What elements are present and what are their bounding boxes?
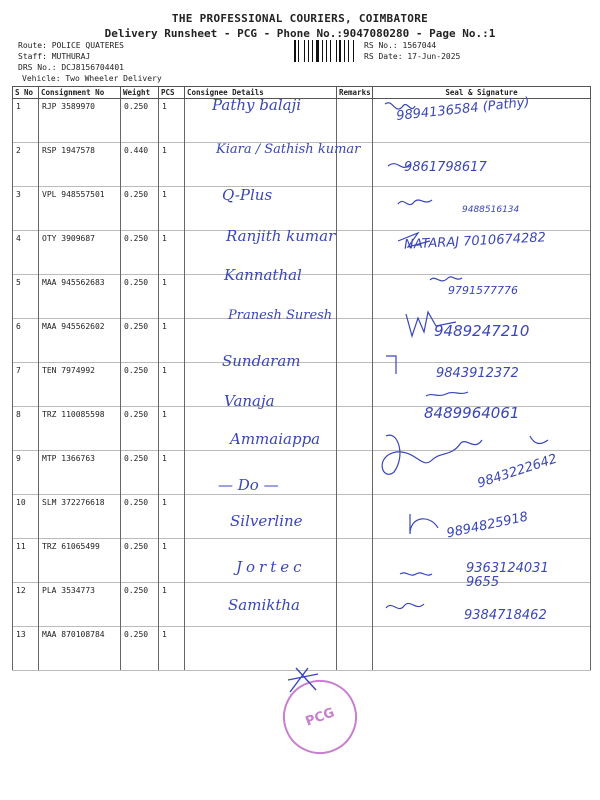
handwritten-signature: 9488516134 — [462, 205, 520, 215]
handwritten-signature: 8489964061 — [424, 404, 520, 422]
consignment-cell: MTP 1366763 — [39, 451, 121, 495]
pcs-cell: 1 — [159, 627, 185, 671]
remarks-cell — [337, 99, 373, 143]
pcs-cell: 1 — [159, 451, 185, 495]
company-title: THE PROFESSIONAL COURIERS, COIMBATORE — [171, 12, 429, 25]
barcode-bar — [350, 40, 352, 62]
handwritten-consignee: Samiktha — [228, 596, 300, 614]
pcs-cell: 1 — [159, 407, 185, 451]
weight-cell: 0.250 — [121, 319, 159, 363]
pcs-cell: 1 — [159, 539, 185, 583]
barcode-bar — [353, 40, 354, 62]
scribble-mark — [382, 435, 482, 474]
handwritten-signature: 9861798617 — [404, 160, 487, 175]
handwritten-signature: 9894136584 (Pathy) — [395, 95, 531, 124]
signature-scribbles — [380, 96, 600, 636]
consignment-cell: PLA 3534773 — [39, 583, 121, 627]
stamp-signature-mark — [286, 662, 326, 702]
sno-cell: 1 — [13, 99, 39, 143]
remarks-cell — [337, 187, 373, 231]
pcs-cell: 1 — [159, 99, 185, 143]
consignment-cell: RSP 1947578 — [39, 143, 121, 187]
col-header-consignee: Consignee Details — [185, 87, 337, 99]
col-header-consignment: Consignment No — [39, 87, 121, 99]
handwritten-consignee: Silverline — [230, 512, 303, 530]
consignment-cell: MAA 945562602 — [39, 319, 121, 363]
consignment-cell: VPL 948557501 — [39, 187, 121, 231]
handwritten-signature: 9843912372 — [436, 366, 519, 381]
weight-cell: 0.250 — [121, 407, 159, 451]
weight-cell: 0.250 — [121, 583, 159, 627]
barcode-bar — [323, 40, 325, 62]
barcode-bar — [320, 40, 321, 62]
col-header-signature: Seal & Signature — [373, 87, 591, 99]
sno-cell: 7 — [13, 363, 39, 407]
barcode-bar — [355, 40, 357, 62]
barcode-bar — [344, 40, 345, 62]
weight-cell: 0.250 — [121, 363, 159, 407]
sno-cell: 8 — [13, 407, 39, 451]
weight-cell: 0.250 — [121, 99, 159, 143]
pcs-cell: 1 — [159, 583, 185, 627]
weight-cell: 0.440 — [121, 143, 159, 187]
barcode-bar — [304, 40, 305, 62]
pcs-cell: 1 — [159, 275, 185, 319]
handwritten-consignee: Ammaiappa — [230, 430, 321, 448]
handwritten-signature: 9791577776 — [448, 284, 518, 297]
consignment-cell: TRZ 61065499 — [39, 539, 121, 583]
pcs-cell: 1 — [159, 363, 185, 407]
barcode-bar — [336, 40, 337, 62]
col-header-sno: S No — [13, 87, 39, 99]
barcode-bar — [297, 40, 298, 62]
barcode — [294, 40, 358, 62]
barcode-bar — [310, 40, 311, 62]
handwritten-signature: 9843222642 — [475, 451, 560, 492]
barcode-bar — [339, 40, 341, 62]
sno-cell: 6 — [13, 319, 39, 363]
scribble-mark — [400, 573, 432, 575]
sno-cell: 13 — [13, 627, 39, 671]
barcode-bar — [312, 40, 314, 62]
pcs-cell: 1 — [159, 319, 185, 363]
barcode-bar — [328, 40, 329, 62]
route-info: Route: POLICE QUATERES — [18, 41, 124, 50]
sno-cell: 10 — [13, 495, 39, 539]
sno-cell: 11 — [13, 539, 39, 583]
barcode-bar — [298, 40, 299, 62]
consignment-cell: OTY 3909687 — [39, 231, 121, 275]
handwritten-consignee: Pranesh Suresh — [228, 308, 333, 323]
barcode-bar — [332, 40, 334, 62]
consignment-cell: MAA 945562683 — [39, 275, 121, 319]
weight-cell: 0.250 — [121, 231, 159, 275]
sno-cell: 2 — [13, 143, 39, 187]
weight-cell: 0.250 — [121, 187, 159, 231]
weight-cell: 0.250 — [121, 495, 159, 539]
barcode-bar — [330, 40, 332, 62]
pcs-cell: 1 — [159, 495, 185, 539]
pcs-cell: 1 — [159, 143, 185, 187]
remarks-cell — [337, 539, 373, 583]
barcode-bar — [300, 40, 302, 62]
scribble-mark — [426, 392, 468, 396]
pcs-cell: 1 — [159, 231, 185, 275]
col-header-remarks: Remarks — [337, 87, 373, 99]
remarks-cell — [337, 451, 373, 495]
remarks-cell — [337, 407, 373, 451]
barcode-bar — [316, 40, 318, 62]
scribble-mark — [386, 603, 424, 608]
remarks-cell — [337, 583, 373, 627]
handwritten-signature: 9894825918 — [445, 509, 530, 542]
col-header-weight: Weight — [121, 87, 159, 99]
sno-cell: 12 — [13, 583, 39, 627]
weight-cell: 0.250 — [121, 627, 159, 671]
handwritten-signature: 9363124031 9655 — [466, 561, 549, 590]
weight-cell: 0.250 — [121, 539, 159, 583]
consignment-cell: TRZ 110085598 — [39, 407, 121, 451]
scribble-mark — [410, 514, 438, 534]
barcode-bar — [294, 40, 296, 62]
vehicle-info: Vehicle: Two Wheeler Delivery — [22, 74, 162, 83]
barcode-bar — [326, 40, 327, 62]
handwritten-signature: NATARAJ 7010674282 — [403, 230, 547, 253]
scribble-mark — [386, 356, 396, 374]
barcode-bar — [308, 40, 309, 62]
scribble-mark — [430, 277, 462, 281]
scribble-mark — [530, 436, 548, 443]
weight-cell: 0.250 — [121, 451, 159, 495]
consignment-cell: SLM 372276618 — [39, 495, 121, 539]
remarks-cell — [337, 495, 373, 539]
handwritten-consignee: Ranjith kumar — [226, 227, 336, 245]
remarks-cell — [337, 363, 373, 407]
scribble-mark — [385, 103, 415, 109]
sno-cell: 9 — [13, 451, 39, 495]
handwritten-consignee: Kannathal — [224, 266, 302, 284]
barcode-bar — [342, 40, 343, 62]
handwritten-consignee: Q-Plus — [222, 186, 273, 204]
pcs-cell: 1 — [159, 187, 185, 231]
sno-cell: 3 — [13, 187, 39, 231]
consignment-cell: TEN 7974992 — [39, 363, 121, 407]
staff-info: Staff: MUTHURAJ — [18, 52, 91, 61]
barcode-bar — [314, 40, 315, 62]
handwritten-consignee: Sundaram — [222, 352, 301, 370]
stamp-text: PCG — [303, 704, 337, 730]
handwritten-consignee: Pathy balaji — [212, 96, 302, 114]
remarks-cell — [337, 319, 373, 363]
rs-number: RS No.: 1567044 — [364, 41, 437, 50]
consignment-cell: RJP 3589970 — [39, 99, 121, 143]
scribble-mark — [398, 200, 432, 205]
rs-date: RS Date: 17-Jun-2025 — [364, 52, 461, 61]
scribble-mark — [388, 164, 410, 168]
barcode-bar — [348, 40, 349, 62]
sno-cell: 4 — [13, 231, 39, 275]
handwritten-consignee: Vanaja — [224, 392, 275, 410]
handwritten-consignee: Jortec — [236, 558, 306, 576]
barcode-bar — [306, 40, 308, 62]
barcode-bar — [346, 40, 348, 62]
remarks-cell — [337, 231, 373, 275]
consignment-cell: MAA 870108784 — [39, 627, 121, 671]
scribble-mark — [406, 312, 456, 336]
sno-cell: 5 — [13, 275, 39, 319]
runsheet-subtitle: Delivery Runsheet - PCG - Phone No.:9047080280 - Page No.:1 — [104, 27, 496, 40]
remarks-cell — [337, 627, 373, 671]
weight-cell: 0.250 — [121, 275, 159, 319]
handwritten-consignee: — Do — — [218, 476, 279, 494]
drs-info: DRS No.: DCJ8156704401 — [18, 63, 124, 72]
barcode-bar — [338, 40, 339, 62]
handwritten-consignee: Kiara / Sathish kumar — [216, 142, 361, 157]
col-header-pcs: PCS — [159, 87, 185, 99]
barcode-bar — [322, 40, 323, 62]
scribble-mark — [398, 233, 430, 247]
handwritten-signature: 9489247210 — [434, 322, 530, 340]
handwritten-signature: 9384718462 — [464, 608, 547, 623]
